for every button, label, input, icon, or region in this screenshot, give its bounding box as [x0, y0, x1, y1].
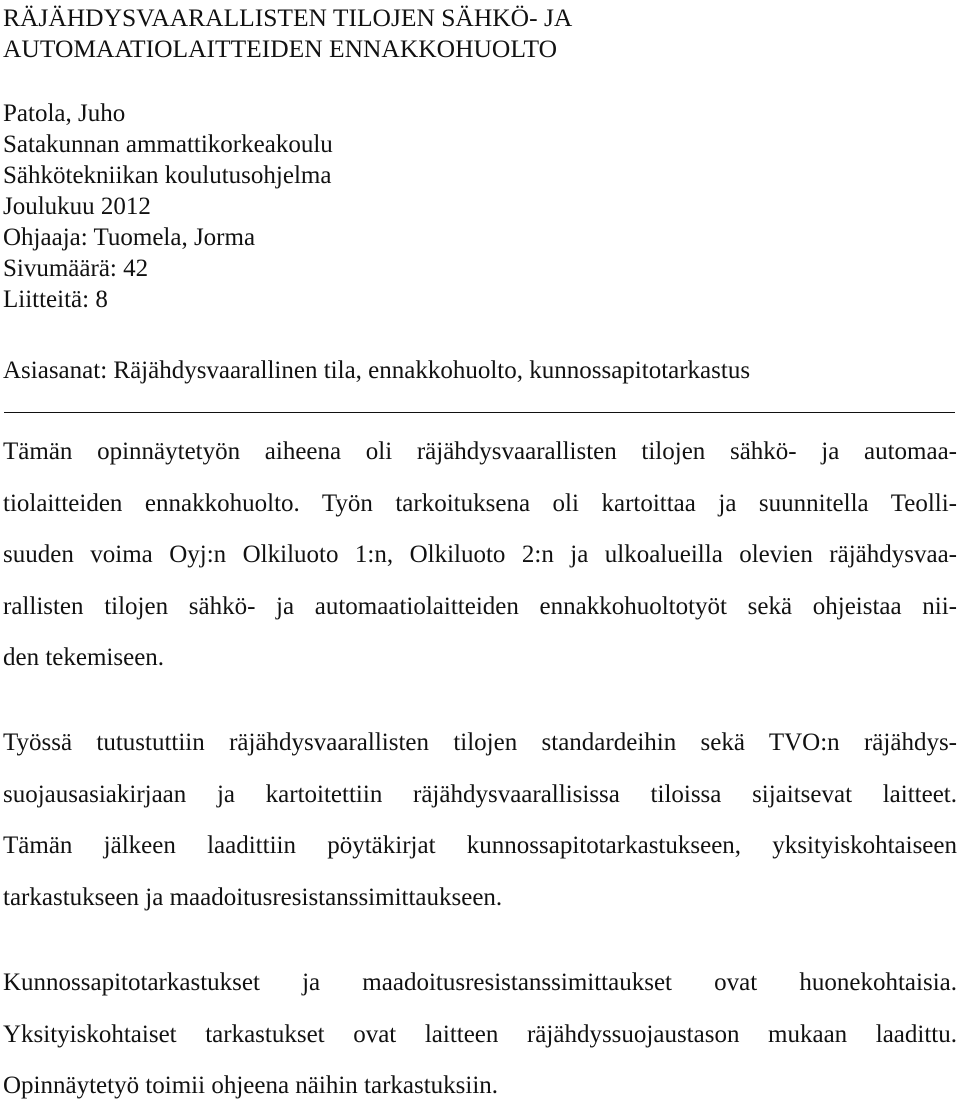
paragraph-line: Tämän opinnäytetyön aiheena oli räjähdysvaarallisten tilojen sähkö- ja automaa- — [3, 438, 957, 465]
paragraph-line: tarkastukseen ja maadoitusresistanssimittaukseen. — [3, 883, 503, 911]
degree-programme: Sähkötekniikan koulutusohjelma — [3, 162, 332, 189]
paragraph-line: Yksityiskohtaiset tarkastukset ovat laitteen räjähdyssuojaustason mukaan laadittu. — [3, 1020, 957, 1048]
appendix-count: Liitteitä: 8 — [3, 286, 108, 313]
thesis-metadata — [3, 98, 333, 315]
keywords: Asiasanat: Räjähdysvaarallinen tila, ennakkohuolto, kunnossapitotarkastus — [3, 357, 751, 384]
date: Joulukuu 2012 — [3, 193, 151, 220]
paragraph-line: Kunnossapitotarkastukset ja maadoitusresistanssimittaukset ovat huonekohtaisia. — [3, 969, 957, 996]
thesis-title — [3, 2, 572, 64]
thesis-title-line-1: RÄJÄHDYSVAARALLISTEN TILOJEN SÄHKÖ- JA — [3, 3, 573, 32]
author: Patola, Juho — [3, 100, 126, 127]
school: Satakunnan ammattikorkeakoulu — [3, 131, 333, 158]
paragraph-line: rallisten tilojen sähkö- ja automaatiolaitteiden ennakkohuoltotyöt sekä ohjeistaa nii- — [3, 592, 957, 620]
paragraph-line: tiolaitteiden ennakkohuolto. Työn tarkoituksena oli kartoittaa ja suunnitella Teolli- — [3, 489, 957, 517]
abstract-paragraph-1 — [3, 426, 957, 684]
abstract-paragraph-2 — [3, 717, 957, 923]
abstract-paragraph-3 — [3, 957, 957, 1112]
supervisor: Ohjaaja: Tuomela, Jorma — [3, 224, 256, 251]
page-count: Sivumäärä: 42 — [3, 255, 149, 282]
paragraph-line: Tämän jälkeen laadittiin pöytäkirjat kunnossapitotarkastukseen, yksityiskohtaiseen — [3, 832, 957, 859]
thesis-title-line-2: AUTOMAATIOLAITTEIDEN ENNAKKOHUOLTO — [3, 34, 558, 63]
divider-line — [4, 412, 955, 413]
paragraph-line: Opinnäytetyö toimii ohjeena näihin tarkastuksiin. — [3, 1072, 499, 1099]
paragraph-line: den tekemiseen. — [3, 644, 165, 671]
paragraph-line: suuden voima Oyj:n Olkiluoto 1:n, Olkiluoto 2:n ja ulkoalueilla olevien räjähdysvaa- — [3, 541, 957, 568]
paragraph-line: Työssä tutustuttiin räjähdysvaarallisten tilojen standardeihin sekä TVO:n räjähdys- — [3, 729, 957, 756]
paragraph-line: suojausasiakirjaan ja kartoitettiin räjähdysvaarallisissa tiloissa sijaitsevat laitteet. — [3, 780, 957, 808]
